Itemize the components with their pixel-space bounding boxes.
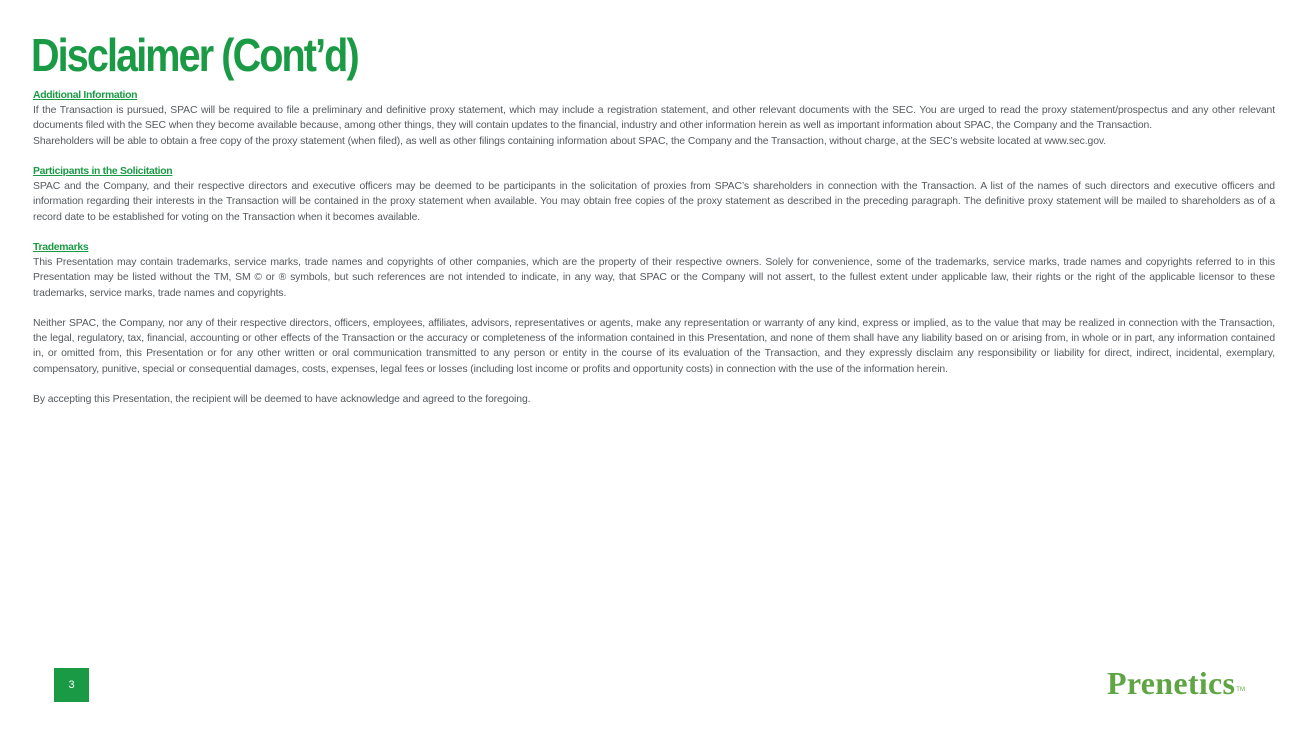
additional-information-paragraph-2: Shareholders will be able to obtain a free copy of the proxy statement (when filed), as well as other filings containing information about SPAC, the Company and the Transaction, without charge, at the SEC’s website located at www.sec.gov. bbox=[33, 135, 1107, 147]
page-number-badge: 3 bbox=[54, 668, 89, 702]
section-spacer bbox=[33, 301, 1275, 316]
trademarks-heading: Trademarks bbox=[33, 242, 89, 253]
page-title: Disclaimer (Cont’d) bbox=[31, 29, 358, 81]
trademarks-paragraph: This Presentation may contain trademarks, service marks, trade names and copyrights of other companies, which are the property of their respective owners. Solely for convenience, some of the trademarks, service marks, trade names and copyrights referred to in this Presentation may be listed without the TM, SM © or ® symbols, but such references are not intended to indicate, in any way, that SPAC or the Company will not assert, to the fullest extent under applicable law, their rights or the right of the applicable licensor to these trademarks, service marks, trade names and copyrights. bbox=[33, 257, 1275, 299]
liability-paragraph: Neither SPAC, the Company, nor any of their respective directors, officers, employees, affiliates, advisors, representatives or agents, make any representation or warranty of any kind, express or implied, as to the value that may be realized in connection with the Transaction, the legal, regulatory, tax, financial, accounting or other effects of the Transaction or the accuracy or completeness of the information contained in this Presentation, and none of them shall have any liability based on or arising from, in whole or in part, any information contained in, or omitted from, this Presentation or for any other written or oral communication transmitted to any person or entity in the course of its evaluation of the Transaction, and they expressly disclaim any responsibility or liability for direct, indirect, incidental, exemplary, compensatory, punitive, special or consequential damages, costs, expenses, legal fees or losses (including lost income or profits and opportunity costs) in connection with the use of the information herein. bbox=[33, 318, 1275, 375]
section-spacer bbox=[33, 377, 1275, 392]
acceptance-paragraph: By accepting this Presentation, the recipient will be deemed to have acknowledge and agreed to the foregoing. bbox=[33, 394, 531, 405]
trademark-symbol: TM bbox=[1236, 687, 1245, 693]
additional-information-heading: Additional Information bbox=[33, 90, 138, 101]
disclaimer-body bbox=[33, 88, 1275, 407]
participants-heading: Participants in the Solicitation bbox=[33, 166, 173, 177]
additional-information-paragraph-1: If the Transaction is pursued, SPAC will be required to file a preliminary and definitive proxy statement, which may include a registration statement, and other relevant documents with the SEC. You are urged to read the proxy statement/prospectus and any other relevant documents filed with the SEC when they become available because, among other things, they will contain updates to the financial, industry and other information herein as well as important information about SPAC, the Company and the Transaction. bbox=[33, 105, 1275, 132]
logo-wordmark: Prenetics bbox=[1107, 665, 1236, 701]
participants-paragraph: SPAC and the Company, and their respective directors and executive officers may be deemed to be participants in the solicitation of proxies from SPAC’s shareholders in connection with the Transaction. A list of the names of such directors and executive officers and information regarding their interests in the Transaction will be contained in the proxy statement when available. You may obtain free copies of the proxy statement as described in the preceding paragraph. The definitive proxy statement will be mailed to shareholders as of a record date to be established for voting on the Transaction when it becomes available. bbox=[33, 181, 1275, 223]
section-spacer bbox=[33, 149, 1275, 164]
prenetics-logo bbox=[1107, 663, 1245, 710]
section-spacer bbox=[33, 225, 1275, 240]
